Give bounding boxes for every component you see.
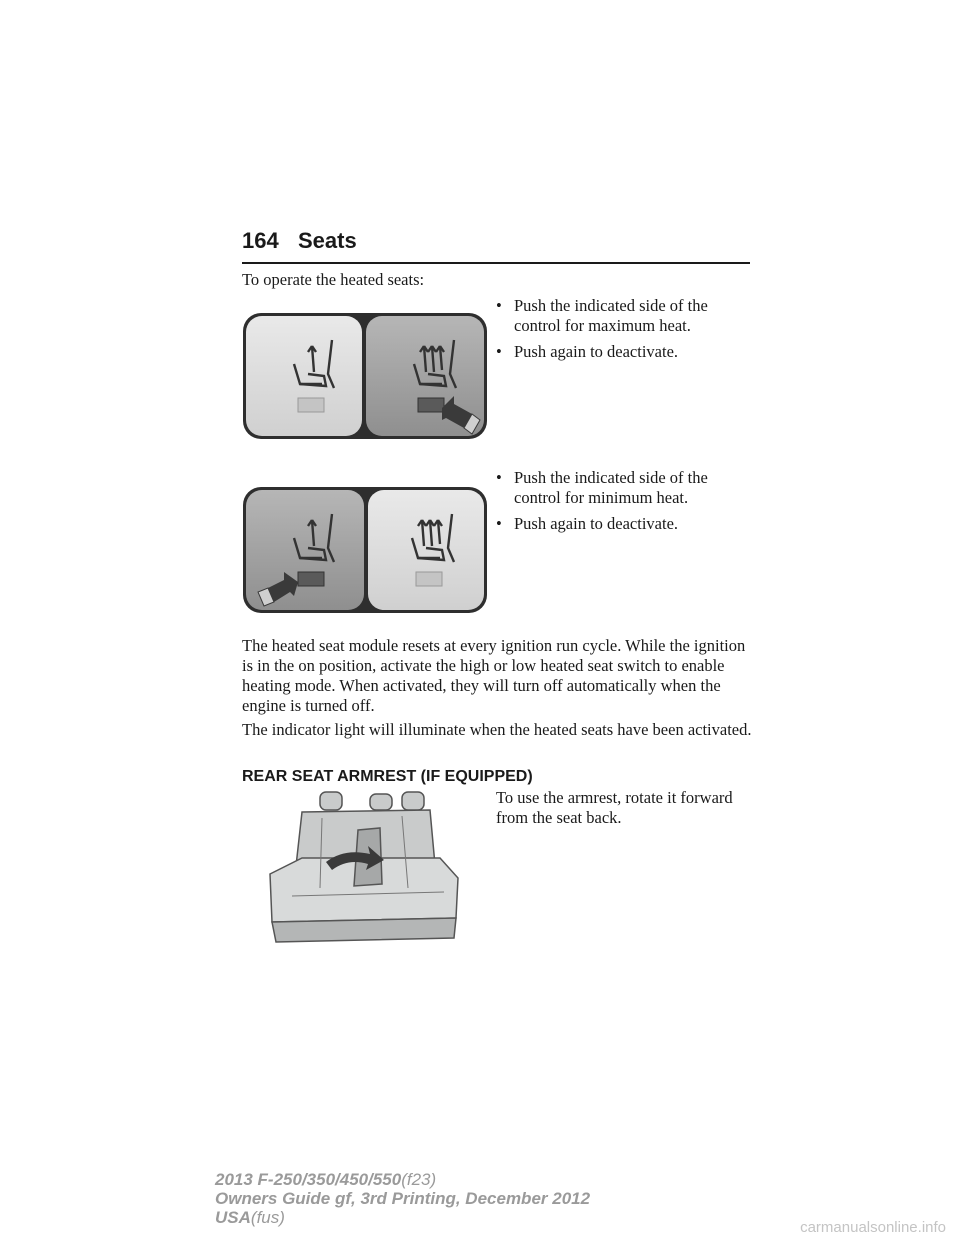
footer-line-1: 2013 F-250/350/450/550(f23) <box>215 1170 437 1189</box>
paragraph-indicator: The indicator light will illuminate when the heated seats have been activated. <box>242 720 752 739</box>
headrest-right <box>402 792 424 810</box>
bullet-deactivate-1: Push again to deactivate. <box>514 342 679 361</box>
paragraph-reset: The heated seat module resets at every ignition run cycle. While the ignition is in the on position, activate the high or low heated seat switch to enable heating mode. When activated, they will turn off automatically when the engine is turned off. <box>242 636 746 715</box>
armrest-heading: REAR SEAT ARMREST (IF EQUIPPED) <box>242 768 533 785</box>
high-heat-button <box>368 490 484 610</box>
bullet-min-heat: Push the indicated side of the control for minimum heat. <box>514 468 708 507</box>
armrest-instruction: To use the armrest, rotate it forward from the seat back. <box>496 788 733 827</box>
bullet-item: • Push again to deactivate. <box>496 514 746 534</box>
headrest-center <box>370 794 392 810</box>
armrest-instruction-block <box>496 788 736 828</box>
watermark: carmanualsonline.info <box>800 1219 946 1236</box>
heated-seat-switch-max-figure <box>242 312 488 440</box>
page-footer <box>215 1170 590 1227</box>
footer-line-3: USA(fus) <box>215 1208 285 1227</box>
bullet-item: • Push the indicated side of the control for maximum heat. <box>496 296 746 336</box>
page-header <box>242 226 750 264</box>
section-title: Seats <box>298 228 357 253</box>
high-indicator-light <box>418 398 444 412</box>
page-number: 164 <box>242 228 279 253</box>
low-heat-button <box>246 316 362 436</box>
footer-line-2: Owners Guide gf, 3rd Printing, December 2012 <box>215 1189 591 1208</box>
bullet-item: • Push the indicated side of the control for minimum heat. <box>496 468 746 508</box>
bullet-item: • Push again to deactivate. <box>496 342 746 362</box>
high-indicator-light <box>416 572 442 586</box>
low-indicator-light <box>298 398 324 412</box>
bullet-max-heat: Push the indicated side of the control for maximum heat. <box>514 296 708 335</box>
headrest-left <box>320 792 342 810</box>
rear-seat-armrest-figure <box>262 788 472 952</box>
bullet-deactivate-2: Push again to deactivate. <box>514 514 679 533</box>
intro-text: To operate the heated seats: <box>242 270 425 289</box>
low-indicator-light <box>298 572 324 586</box>
heated-seat-switch-min-figure <box>242 486 488 614</box>
